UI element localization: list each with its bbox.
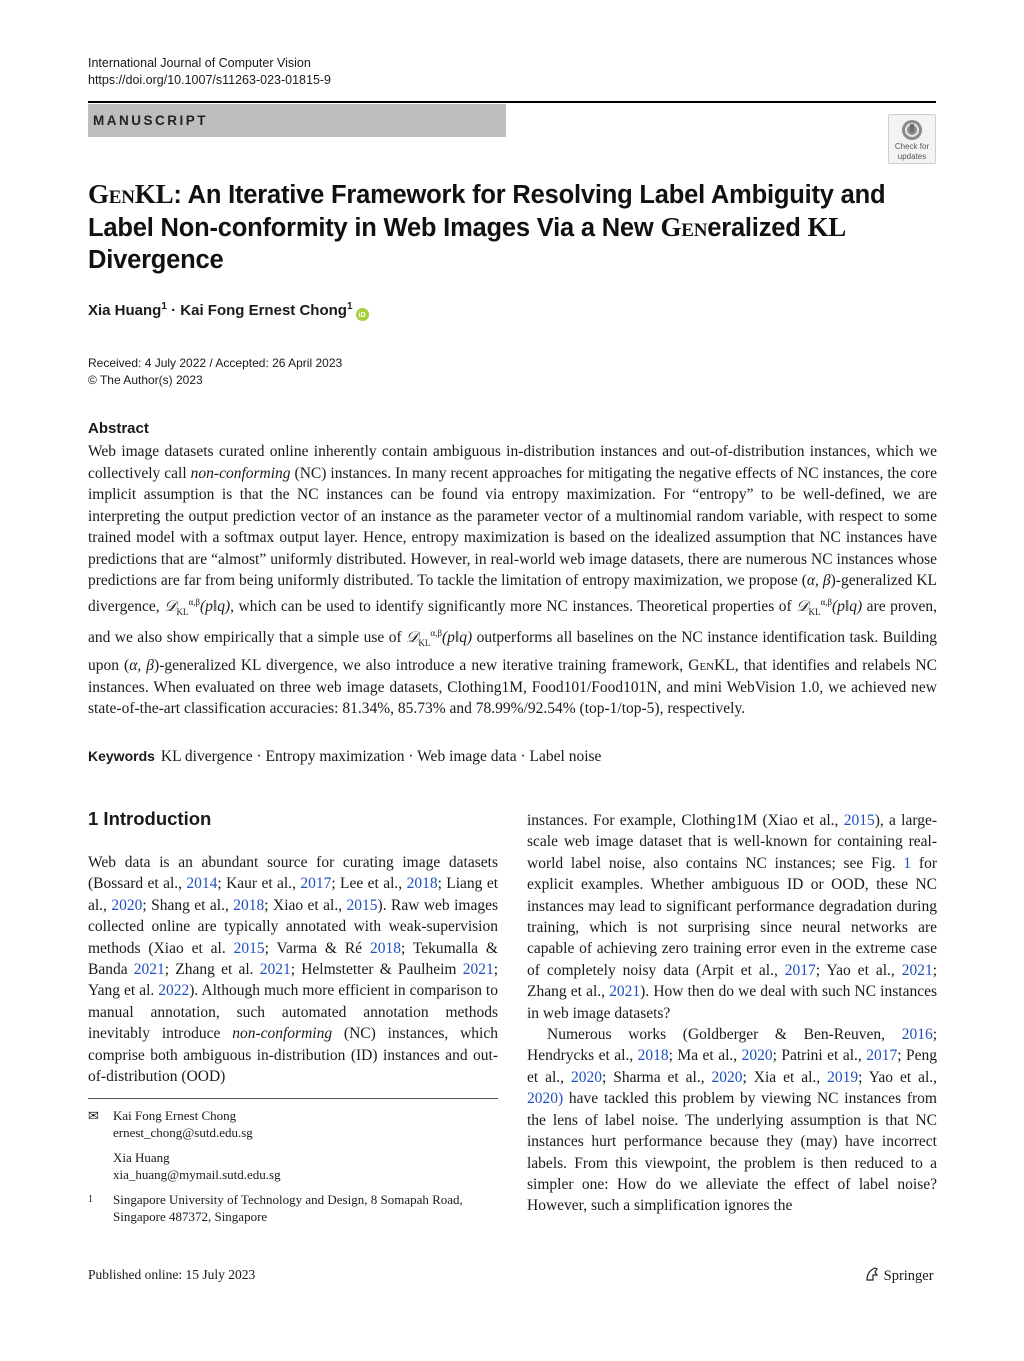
kl-formula: 𝒟$_{KL}^{\alpha,\beta}$(p‖q): [796, 596, 863, 617]
author-1[interactable]: Xia Huang: [88, 302, 162, 319]
contact-2-email[interactable]: xia_huang@mymail.sutd.edu.sg: [113, 1167, 281, 1182]
citation-link[interactable]: 2021: [609, 983, 641, 1001]
citation-link[interactable]: 2018: [637, 1047, 669, 1065]
abstract-text: (NC) instances. In many recent approaches for mitigating the negative effects of NC instances, the core implicit assumption is that the NC instances can be found via entropy maximization. For “entropy” to be well-defined, we are interpreting the output prediction vector of an instance as the parameter vector of a multinomial random variable, with respect to some trained model with a softmax output layer. Hence, entropy maximization is based on the idealized assumption that NC instances have predictions that are “almost” uniformly distributed. However, in real-world web image datasets, there are numerous NC instances whose predictions are far from being uniformly distributed. To tackle the limitation of entropy maximization, we propose (: [88, 464, 937, 589]
publisher-name: Springer: [883, 1268, 934, 1284]
abstract-text: Web image datasets curated online inherently contain ambiguous in-distribution instances and out-of-distribution instances, which we collectively call: [88, 443, 937, 482]
check-for-updates-badge[interactable]: [888, 114, 936, 164]
intro-left-column: [88, 852, 498, 1087]
intro-right-column: [527, 810, 937, 1217]
citation-link[interactable]: 2016: [901, 1026, 933, 1044]
title-brand: GenKL: [88, 179, 174, 209]
citation-link[interactable]: 2018: [406, 875, 438, 893]
author-2-affil: 1: [346, 301, 353, 312]
citation-link[interactable]: 2020: [571, 1068, 602, 1086]
abstract-body: [88, 441, 937, 720]
springer-horse-icon: [864, 1266, 880, 1282]
citation-link[interactable]: 2021: [133, 961, 165, 979]
contact-1-email[interactable]: ernest_chong@sutd.edu.sg: [113, 1125, 253, 1140]
abstract-heading: Abstract: [88, 420, 149, 437]
title-line2a: Label Non-conformity in Web Images Via a New: [88, 214, 661, 242]
orcid-icon[interactable]: iD: [356, 308, 369, 321]
citation-link[interactable]: 2020: [711, 1068, 743, 1086]
alpha-beta: α, β: [129, 657, 155, 674]
citation-link[interactable]: 2017: [784, 961, 816, 979]
footnotes: [88, 1107, 498, 1233]
paper-title: [88, 178, 888, 276]
published-date: Published online: 15 July 2023: [88, 1267, 256, 1282]
author-list: [88, 301, 369, 321]
affiliation-text: Singapore University of Technology and Design, 8 Somapah Road, Singapore 487372, Singapore: [113, 1192, 463, 1224]
citation-link[interactable]: 2015: [843, 812, 875, 829]
copyright: © The Author(s) 2023: [88, 372, 203, 387]
affiliation-mark: 1: [88, 1194, 93, 1205]
intro-paragraph-1: Web data is an abundant source for curating image datasets (Bossard et al., 2014; Kaur et al., 2017; Lee et al., 2018; Liang et al., 2020; Shang et al., 2018; Xiao et al., 2015). Raw web images collected online are typically annotated with weak-supervision methods (Xiao et al. 2015; Varma & Ré 2018; Tekumalla & Banda 2021; Zhang et al. 2021; Helmstetter & Paulheim 2021; Yang et al. 2022). Although much more efficient in comparison to manual annotation, such automated annotation methods inevitably introduce non-conforming (NC) instances, which comprise both ambiguous in-distribution (ID) instances and out-of-distribution (OOD): [88, 854, 499, 1086]
figure-link[interactable]: 1: [903, 854, 912, 872]
footnote-rule: [88, 1098, 498, 1099]
title-kl: KL: [807, 212, 847, 242]
mail-icon: ✉: [88, 1108, 99, 1123]
contact-1-name: Kai Fong Ernest Chong: [113, 1108, 237, 1123]
journal-name: International Journal of Computer Vision: [88, 56, 311, 70]
section-heading: 1 Introduction: [88, 808, 212, 829]
journal-header: [88, 55, 331, 89]
citation-link[interactable]: 2017: [866, 1047, 898, 1065]
kl-formula: 𝒟$_{KL}^{\alpha,\beta}$(p‖q): [406, 628, 473, 649]
genkl-name: GenKL: [688, 657, 735, 674]
author-1-affil: 1: [161, 301, 167, 312]
citation-link[interactable]: 2020: [741, 1047, 773, 1065]
abstract-em: non-conforming: [190, 464, 291, 482]
author-separator: ·: [166, 302, 181, 319]
abstract-text: , that identifies and relabels NC instances. When evaluated on three web image datasets, Clothing1M, Food101/Food101N, and mini WebVision 1.0, we achieved new state-of-the-art classification accuracies: 81.34%, 85.73% and 78.99%/92.54% (top-1/top-5), respectively.: [88, 657, 937, 717]
citation-link[interactable]: 2017: [300, 875, 332, 893]
contact-2: [88, 1149, 498, 1183]
intro-paragraph-2: instances. For example, Clothing1M (Xiao et al., 2015), a large-scale web image dataset that is well-known for containing real-world label noise, also contains NC instances; see Fig. 1 for explicit examples. Whether ambiguous ID or OOD, these NC instances may lead to significant performance degradation during training, which is not surprising since neural networks are capable of achieving zero training error even in the extreme case of completely noisy data (Arpit et al., 2017; Yao et al., 2021; Zhang et al., 2021). How then do we deal with such NC instances in web image datasets?: [527, 812, 938, 1022]
article-dates: [88, 355, 342, 388]
abstract-text: )-generalized KL divergence, we also introduce a new iterative training framework,: [154, 657, 689, 674]
check-updates-icon: [900, 119, 924, 141]
title-line2b: eralized: [707, 214, 808, 242]
author-2[interactable]: Kai Fong Ernest Chong: [180, 302, 347, 319]
citation-link[interactable]: 2018: [369, 939, 401, 957]
banner-label: MANUSCRIPT: [93, 113, 208, 128]
kl-formula: 𝒟$_{KL}^{\alpha,\beta}$(p‖q): [164, 596, 231, 617]
title-line3: Divergence: [88, 246, 224, 274]
abstract-text: , which can be used to identify significantly more NC instances. Theoretical properties of: [230, 597, 797, 615]
citation-link[interactable]: 2014: [186, 875, 218, 893]
citation-link[interactable]: 2021: [259, 961, 291, 979]
alpha-beta: α, β: [806, 572, 831, 589]
keywords: [88, 748, 601, 766]
publisher-logo: [864, 1266, 934, 1285]
check-updates-line2: updates: [897, 152, 927, 161]
doi-link[interactable]: https://doi.org/10.1007/s11263-023-01815-9: [88, 73, 332, 87]
contact-2-name: Xia Huang: [113, 1150, 170, 1165]
correspondence: [88, 1107, 498, 1141]
citation-link[interactable]: 2021: [901, 961, 933, 979]
intro-paragraph-3: Numerous works (Goldberger & Ben-Reuven, 2016; Hendrycks et al., 2018; Ma et al., 2020; Patrini et al., 2017; Peng et al., 2020; Sharma et al., 2020; Xia et al., 2019; Yao et al., 2020) have tackled this problem by viewing NC instances from the lens of label noise. The underlying assumption is that NC instances hurt performance because they (may) have incorrect labels. From this viewpoint, the problem is then reduced to a simpler one: How do we alleviate the effect of label noise? However, such a simplification ignores the: [527, 1026, 938, 1215]
citation-link[interactable]: 2022: [158, 982, 190, 1000]
abstract-text: outperforms all baselines on the NC instance identification task. Building upon (: [88, 629, 937, 674]
received-accepted: Received: 4 July 2022 / Accepted: 26 April 2023: [88, 356, 343, 370]
citation-link[interactable]: 2015: [233, 939, 265, 957]
citation-link[interactable]: 2019: [827, 1068, 859, 1086]
keywords-list: KL divergence · Entropy maximization · Web image data · Label noise: [160, 748, 602, 765]
abstract-text: are proven, and we also show empirically that a simple use of: [88, 597, 937, 647]
title-line1: : An Iterative Framework for Resolving Label Ambiguity and: [173, 181, 886, 209]
affiliation: [88, 1191, 498, 1225]
abstract-text: )-generalized KL divergence,: [88, 572, 937, 615]
citation-link[interactable]: 2015: [346, 896, 378, 914]
citation-link[interactable]: 2020: [111, 896, 143, 914]
keywords-label: Keywords: [88, 748, 155, 764]
citation-link[interactable]: 2020): [527, 1090, 564, 1108]
header-rule: [88, 101, 936, 103]
check-updates-line1: Check for: [894, 142, 930, 151]
title-gen: Gen: [660, 212, 708, 242]
citation-link[interactable]: 2018: [233, 896, 265, 914]
manuscript-banner: [88, 104, 506, 137]
citation-link[interactable]: 2021: [462, 961, 494, 979]
